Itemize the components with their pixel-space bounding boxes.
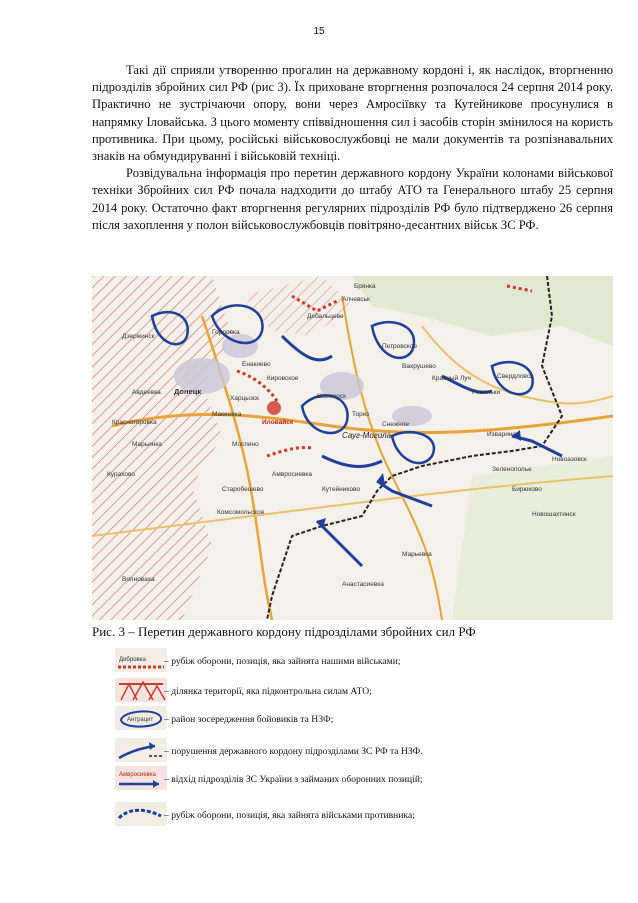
map-label: Дзержинск: [122, 333, 155, 340]
map-label: Бирюково: [512, 486, 542, 493]
page-number: 15: [313, 26, 325, 37]
militant-concentration-icon: [115, 706, 167, 730]
map-label: Красный Луч: [432, 375, 471, 382]
map-label: Иловайск: [262, 419, 294, 426]
map-label: Анастасиевка: [342, 581, 384, 588]
map-label: Марьинка: [132, 441, 162, 448]
map-label: Зеленополье: [492, 466, 532, 473]
map-label: Моспино: [232, 441, 259, 448]
svg-text:Дибровка: Дибровка: [119, 657, 146, 663]
paragraph-1: Такі дії сприяли утворенню прогалин на державному кордоні і, як наслідок, вторгненню підрозділів збройних сил РФ (рис 3). Їх приховане вторгнення розпочалося 24 серпня 2014 року. Практично не зустрічаючи опору, вони через Амросіївку та Кутейникове просунулися в напрямку Іловайська. З цього моменту співвідношення сил і засобів сторін змінилося на користь противника. При цьому, російські військовослужбовці не мали документів та розпізнавальних знаків на обмундируванні і військовій техніці.: [92, 63, 613, 164]
legend-item: [115, 802, 635, 828]
legend-item: [115, 678, 635, 704]
map-label: Авдеевка: [132, 389, 161, 396]
legend-item: [115, 766, 635, 792]
map-label: Горловка: [212, 329, 240, 336]
map-label: Свердловск: [497, 373, 533, 380]
map-label: Волноваха: [122, 576, 155, 583]
map-label: Донецк: [174, 387, 202, 396]
map-label: Брянка: [354, 283, 376, 290]
map-annotation: Сауг-Могила: [342, 431, 392, 440]
legend-text: – порушення державного кордону підрозділами ЗС РФ та НЗФ.: [164, 746, 423, 757]
map-label: Петровское: [382, 343, 418, 350]
map-label: Макеевка: [212, 411, 242, 418]
legend-item: [115, 706, 635, 732]
legend-text: – район зосередження бойовиків та НЗФ;: [164, 714, 334, 725]
map-label: Красногоровка: [112, 419, 157, 426]
map-label: Вахрушево: [402, 363, 436, 370]
ato-territory-icon: [115, 678, 167, 702]
legend-text: – рубіж оборони, позиція, яка зайнята військами противника;: [164, 810, 415, 821]
map-label: Новошахтинск: [532, 511, 576, 518]
legend-text: – ділянка території, яка підконтрольна силам АТО;: [164, 686, 372, 697]
legend-text: – рубіж оборони, позиція, яка зайнята нашими військами;: [164, 656, 401, 667]
enemy-defense-line-icon: [115, 802, 167, 826]
map-label: Шахтерск: [317, 393, 346, 400]
map-label: Изварино: [487, 431, 517, 438]
map-label: Амвросиевка: [272, 471, 313, 478]
map-canvas: [92, 276, 613, 620]
body-text: [92, 62, 613, 234]
map-label: Енакиево: [242, 361, 271, 368]
map-label: Старобешево: [222, 486, 264, 493]
friendly-defense-line-icon: [115, 648, 167, 672]
map-label: Кировское: [267, 375, 299, 382]
svg-text:Антрацит: Антрацит: [127, 717, 154, 723]
map-label: Новоазовск: [552, 456, 587, 463]
map-label: Харцызск: [230, 395, 259, 402]
border-crossing-map: [92, 276, 613, 620]
figure-caption: Рис. 3 – Перетин державного кордону підрозділами збройних сил РФ: [92, 624, 476, 639]
map-label: Марьевка: [402, 551, 432, 558]
map-label: Комсомольское: [217, 509, 265, 516]
map-label: Курахово: [107, 471, 135, 478]
map-label: Дебальцеве: [307, 313, 344, 320]
border-violation-arrow-icon: [115, 738, 167, 762]
map-label: Снежное: [382, 421, 409, 428]
map-label: Ровеньки: [472, 389, 501, 396]
paragraph-2: Розвідувальна інформація про перетин державного кордону України колонами військової техніки Збройних сил РФ почала надходити до штабу АТО та Генерального штабу 25 серпня 2014 року. Остаточно факт вторгнення регулярних підрозділів РФ було підтверджено 26 серпня після захоплення у полон військовослужбовців повітряно-десантних військ ЗС РФ.: [92, 166, 613, 232]
legend-item: [115, 648, 635, 674]
legend-item: [115, 738, 635, 764]
map-label: Алчевськ: [342, 296, 370, 303]
svg-text:Амвросиевка: Амвросиевка: [119, 772, 156, 778]
legend-text: – відхід підрозділів ЗС України з займаних оборонних позицій;: [164, 774, 423, 785]
map-label: Торез: [352, 411, 370, 418]
withdrawal-arrow-icon: [115, 766, 167, 790]
map-label: Кутейниково: [322, 486, 360, 493]
